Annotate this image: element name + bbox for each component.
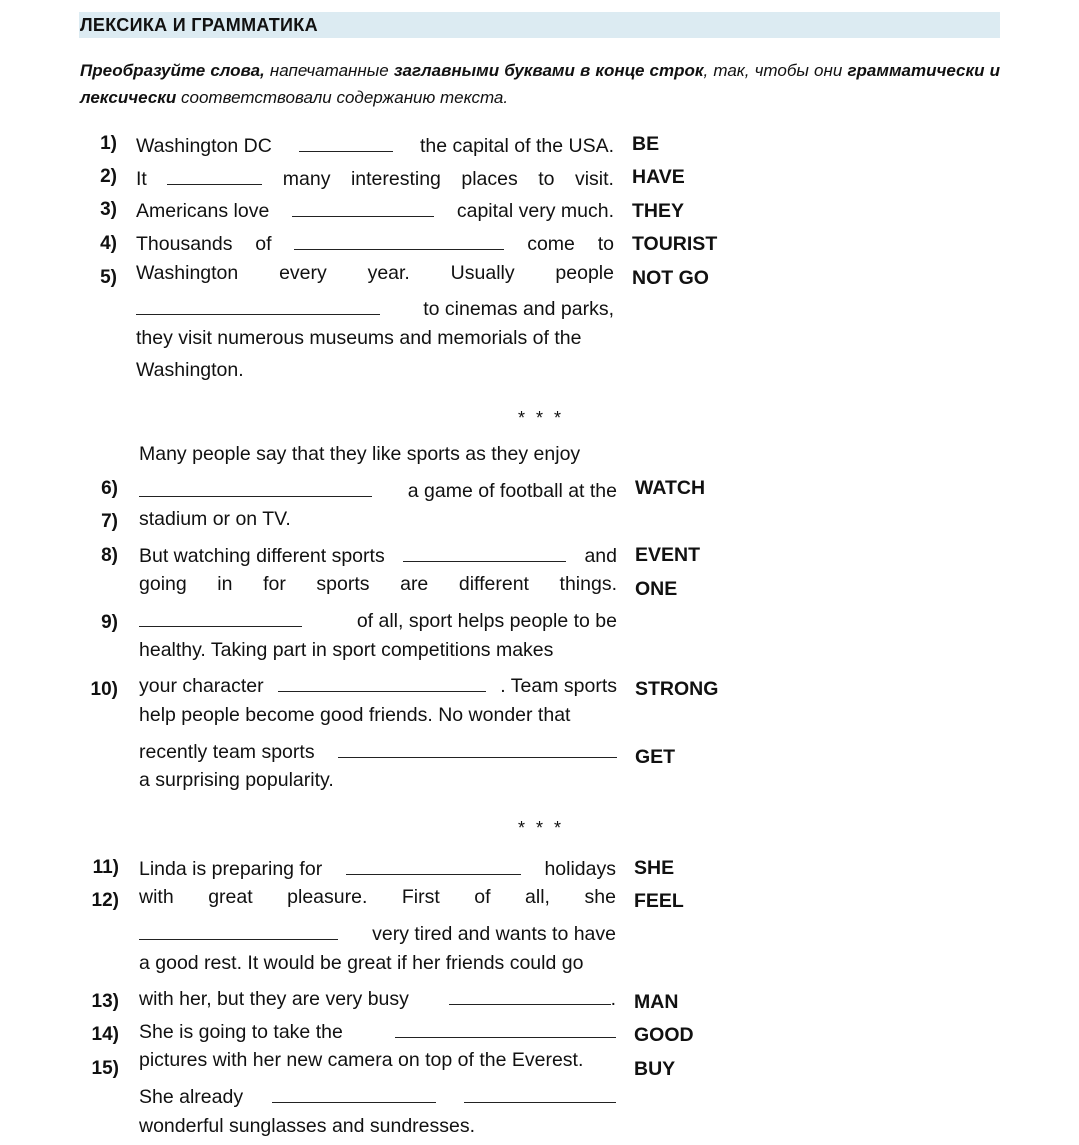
text-line: She is going to take the (139, 1017, 616, 1043)
answer-blank[interactable] (292, 196, 434, 217)
text-line: with her, but they are very busy . (139, 984, 616, 1010)
text-line: Washington. (136, 359, 244, 381)
item-number: 8) (101, 545, 118, 566)
text-line: a surprising popularity. (139, 769, 334, 791)
text-line: Thousands of come to (136, 229, 614, 255)
section-separator: * * * (518, 408, 565, 428)
text-line: Washington DC the capital of the USA. (136, 131, 614, 157)
text-line: Linda is preparing for holidays (139, 854, 616, 880)
answer-blank[interactable] (136, 294, 380, 315)
keyword: WATCH (635, 477, 706, 499)
text-line: help people become good friends. No wonder that (139, 704, 571, 726)
keyword: MAN (634, 991, 679, 1013)
answer-blank[interactable] (294, 229, 504, 250)
item-number: 7) (101, 511, 118, 532)
answer-blank[interactable] (278, 671, 486, 692)
item-number: 11) (92, 857, 119, 878)
answer-blank[interactable] (338, 737, 617, 758)
answer-blank[interactable] (139, 606, 302, 627)
text-line: to cinemas and parks, (136, 294, 614, 320)
text-line: pictures with her new camera on top of the Everest. (139, 1049, 584, 1071)
answer-blank[interactable] (395, 1017, 616, 1038)
keyword: GET (635, 746, 676, 768)
item-number: 10) (90, 679, 118, 700)
text-line: recently team sports (139, 737, 617, 763)
text-line: going in for sports are different things. (139, 573, 617, 595)
keyword: BE (632, 133, 660, 155)
text-line: with great pleasure. First of all, she (139, 886, 616, 908)
item-number: 15) (91, 1058, 119, 1079)
keyword: FEEL (634, 890, 684, 912)
text-line: She already (139, 1082, 616, 1108)
text-line: they visit numerous museums and memorials of the (136, 327, 582, 349)
text-line: healthy. Taking part in sport competitions makes (139, 639, 554, 661)
item-number: 5) (100, 267, 117, 288)
item-number: 14) (91, 1024, 119, 1045)
keyword: STRONG (635, 678, 719, 700)
text-line: your character . Team sports (139, 671, 617, 697)
text-line: of all, sport helps people to be (139, 606, 617, 632)
keyword: SHE (634, 857, 675, 879)
text-line: a game of football at the (139, 476, 617, 502)
text-line: Many people say that they like sports as they enjoy (139, 443, 581, 465)
item-number: 9) (101, 612, 118, 633)
answer-blank[interactable] (403, 541, 566, 562)
keyword: BUY (634, 1058, 676, 1080)
text-line: very tired and wants to have (139, 919, 616, 945)
keyword: TOURIST (632, 233, 718, 255)
instructions: Преобразуйте слова, напечатанные заглавными буквами в конце строк, так, чтобы они грамматически и лексически соответствовали содержанию текста. (80, 61, 1001, 107)
text-line: Washington every year. Usually people (136, 262, 614, 284)
text-line: But watching different sports and (139, 541, 617, 567)
item-number: 3) (100, 199, 117, 220)
keyword: NOT GO (632, 267, 709, 289)
answer-blank[interactable] (139, 919, 338, 940)
text-line: wonderful sunglasses and sundresses. (139, 1115, 476, 1137)
text-line: It many interesting places to visit. (136, 164, 614, 190)
item-number: 13) (91, 991, 119, 1012)
answer-blank[interactable] (464, 1082, 616, 1103)
item-number: 2) (100, 166, 117, 187)
keyword: ONE (635, 578, 678, 600)
section-separator: * * * (518, 818, 565, 838)
keyword: GOOD (634, 1024, 694, 1046)
section-title: ЛЕКСИКА И ГРАММАТИКА (80, 15, 318, 35)
item-number: 4) (100, 233, 117, 254)
answer-blank[interactable] (346, 854, 521, 875)
keyword: THEY (632, 200, 685, 222)
text-line: Americans love capital very much. (136, 196, 614, 222)
text-line: a good rest. It would be great if her friends could go (139, 952, 584, 974)
answer-blank[interactable] (272, 1082, 436, 1103)
answer-blank[interactable] (449, 984, 611, 1005)
keyword: HAVE (632, 166, 685, 188)
answer-blank[interactable] (167, 164, 262, 185)
keyword: EVENT (635, 544, 701, 566)
answer-blank[interactable] (139, 476, 372, 497)
item-number: 12) (91, 890, 119, 911)
text-line: stadium or on TV. (139, 508, 291, 530)
answer-blank[interactable] (299, 131, 393, 152)
item-number: 6) (101, 478, 118, 499)
item-number: 1) (100, 133, 117, 154)
